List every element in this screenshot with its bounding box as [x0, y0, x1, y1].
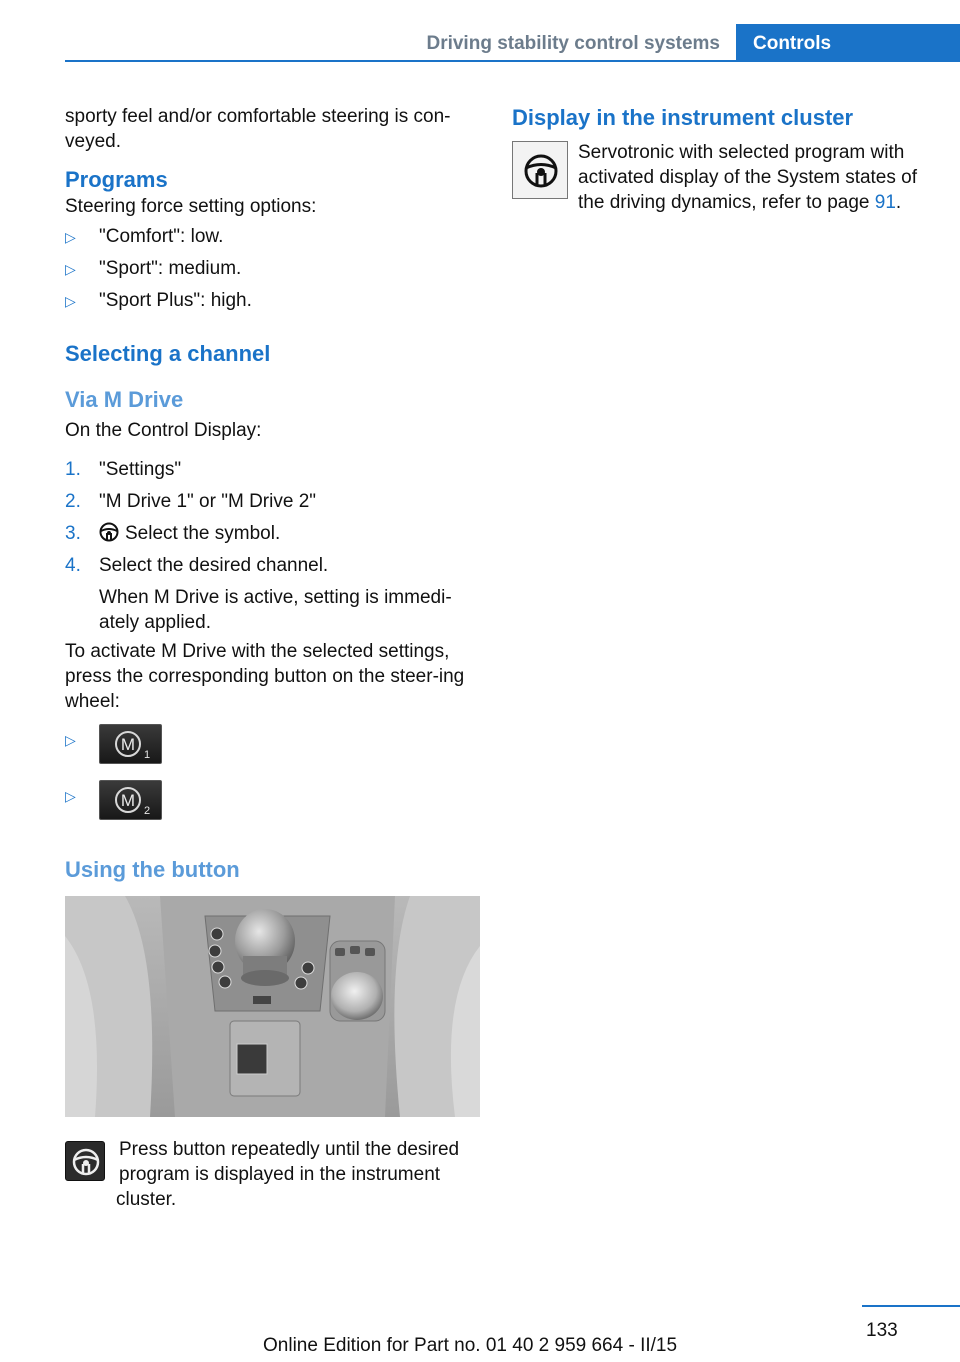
programs-list — [65, 221, 480, 317]
triangle-right-icon: ▷ — [65, 732, 76, 748]
page-number: 133 — [866, 1320, 898, 1341]
intro-paragraph: sporty feel and/or comfortable steering is con-veyed. — [65, 106, 451, 152]
step-continuation: When M Drive is active, setting is immedi-ately applied. — [99, 587, 452, 633]
list-item: 3. Select the symbol. — [65, 523, 281, 544]
header-rule — [65, 60, 960, 62]
via-intro: On the Control Display: — [65, 420, 262, 441]
steering-wheel-icon — [65, 1141, 105, 1181]
m-sub: 2 — [144, 805, 151, 817]
triangle-right-icon: ▷ — [65, 788, 76, 804]
left-column — [65, 104, 480, 1212]
m-drive-2-button — [99, 780, 162, 820]
triangle-right-icon: ▷ — [65, 229, 76, 245]
footer-rule — [862, 1305, 960, 1307]
steering-wheel-icon — [512, 141, 568, 199]
right-column — [512, 104, 932, 215]
m-letter: M — [120, 735, 136, 754]
m-sub: 1 — [144, 749, 151, 761]
center-console-photo — [65, 896, 480, 1117]
programs-intro: Steering force setting options: — [65, 196, 317, 217]
m-letter: M — [120, 791, 136, 810]
press-button-paragraph: Press button repeatedly until the desired program is displayed in the instrument cluster. — [65, 1137, 480, 1212]
page-link[interactable]: 91 — [874, 192, 896, 213]
activate-paragraph: To activate M Drive with the selected settings, press the corresponding button on the steer-ing wheel: — [65, 641, 465, 712]
list-item: ▷ "Sport Plus": high. — [65, 285, 480, 317]
triangle-right-icon: ▷ — [65, 293, 76, 309]
via-m-drive-heading: Via M Drive — [65, 387, 184, 412]
using-button-heading: Using the button — [65, 857, 240, 882]
list-item: 4. Select the desired channel. When M Drive is active, setting is immedi-ately applied. — [65, 553, 480, 635]
selecting-heading: Selecting a channel — [65, 341, 271, 366]
edition-text: Online Edition for Part no. 01 40 2 959 664 - II/15 — [263, 1335, 678, 1356]
list-item: 1. "Settings" — [65, 459, 182, 480]
list-item: ▷ "Comfort": low. — [65, 221, 480, 253]
list-item — [65, 780, 480, 836]
running-header-section: Driving stability control systems — [426, 33, 720, 54]
triangle-right-icon: ▷ — [65, 261, 76, 277]
m-drive-1-button — [99, 724, 162, 764]
display-paragraph: Servotronic with selected program with activated display of the System states of the driving dynamics, refer to page 91. — [512, 140, 932, 215]
running-header-tab: Controls — [736, 24, 960, 62]
steering-wheel-icon — [99, 522, 119, 542]
m-buttons-list — [65, 724, 480, 836]
steps-list — [65, 457, 480, 635]
display-heading: Display in the instrument cluster — [512, 105, 854, 130]
programs-heading: Programs — [65, 167, 168, 192]
list-item: ▷ "Sport": medium. — [65, 253, 480, 285]
list-item: 2. "M Drive 1" or "M Drive 2" — [65, 491, 317, 512]
list-item — [65, 724, 480, 780]
